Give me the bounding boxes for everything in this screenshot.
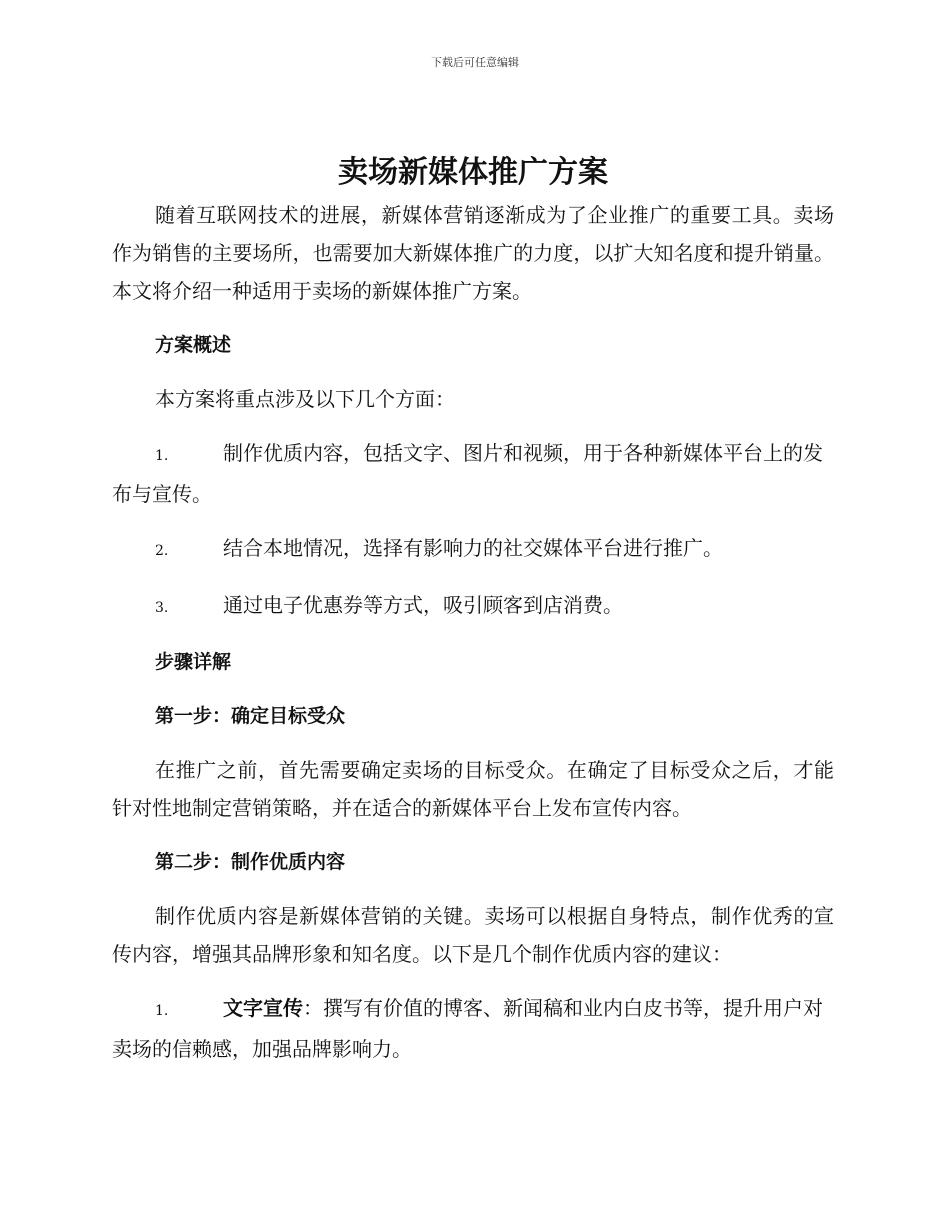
list-item [112,434,834,513]
list-number: 2. [155,543,169,559]
intro-paragraph: 随着互联网技术的进展，新媒体营销逐渐成为了企业推广的重要工具。卖场作为销售的主要场所，也需要加大新媒体推广的力度，以扩大知名度和提升销量。本文将介绍一种适用于卖场的新媒体推广方案。 [112,203,834,303]
list-number: 1. [155,448,169,464]
step1-paragraph: 在推广之前，首先需要确定卖场的目标受众。在确定了目标受众之后，才能针对性地制定营销策略，并在适合的新媒体平台上发布宣传内容。 [112,758,834,820]
list-item-text: 通过电子优惠券等方式，吸引顾客到店消费。 [223,593,623,617]
list-item-text: 制作优质内容，包括文字、图片和视频，用于各种新媒体平台上的发布与宣传。 [112,441,823,506]
step2-paragraph: 制作优质内容是新媒体营销的关键。卖场可以根据自身特点，制作优秀的宣传内容，增强其品牌形象和知名度。以下是几个制作优质内容的建议： [112,904,834,966]
header-note: 下载后可任意编辑 [431,56,519,69]
list-item [112,586,834,627]
list-item-label: 文字宣传 [223,996,303,1020]
list-item-text: ：撰写有价值的博客、新闻稿和业内白皮书等，提升用户对卖场的信赖感，加强品牌影响力。 [112,996,823,1061]
document-body [112,150,834,1068]
step2-heading: 第二步：制作优质内容 [155,851,346,873]
list-number: 1. [155,1003,169,1019]
step1-heading: 第一步：确定目标受众 [155,705,346,727]
overview-lead: 本方案将重点涉及以下几个方面： [155,387,455,411]
list-number: 3. [155,600,169,616]
list-item [112,529,834,570]
list-item-text: 结合本地情况，选择有影响力的社交媒体平台进行推广。 [223,536,723,560]
section-heading-overview: 方案概述 [155,334,232,356]
page-title: 卖场新媒体推广方案 [338,155,608,190]
list-item [112,989,834,1068]
section-heading-steps: 步骤详解 [155,651,232,673]
